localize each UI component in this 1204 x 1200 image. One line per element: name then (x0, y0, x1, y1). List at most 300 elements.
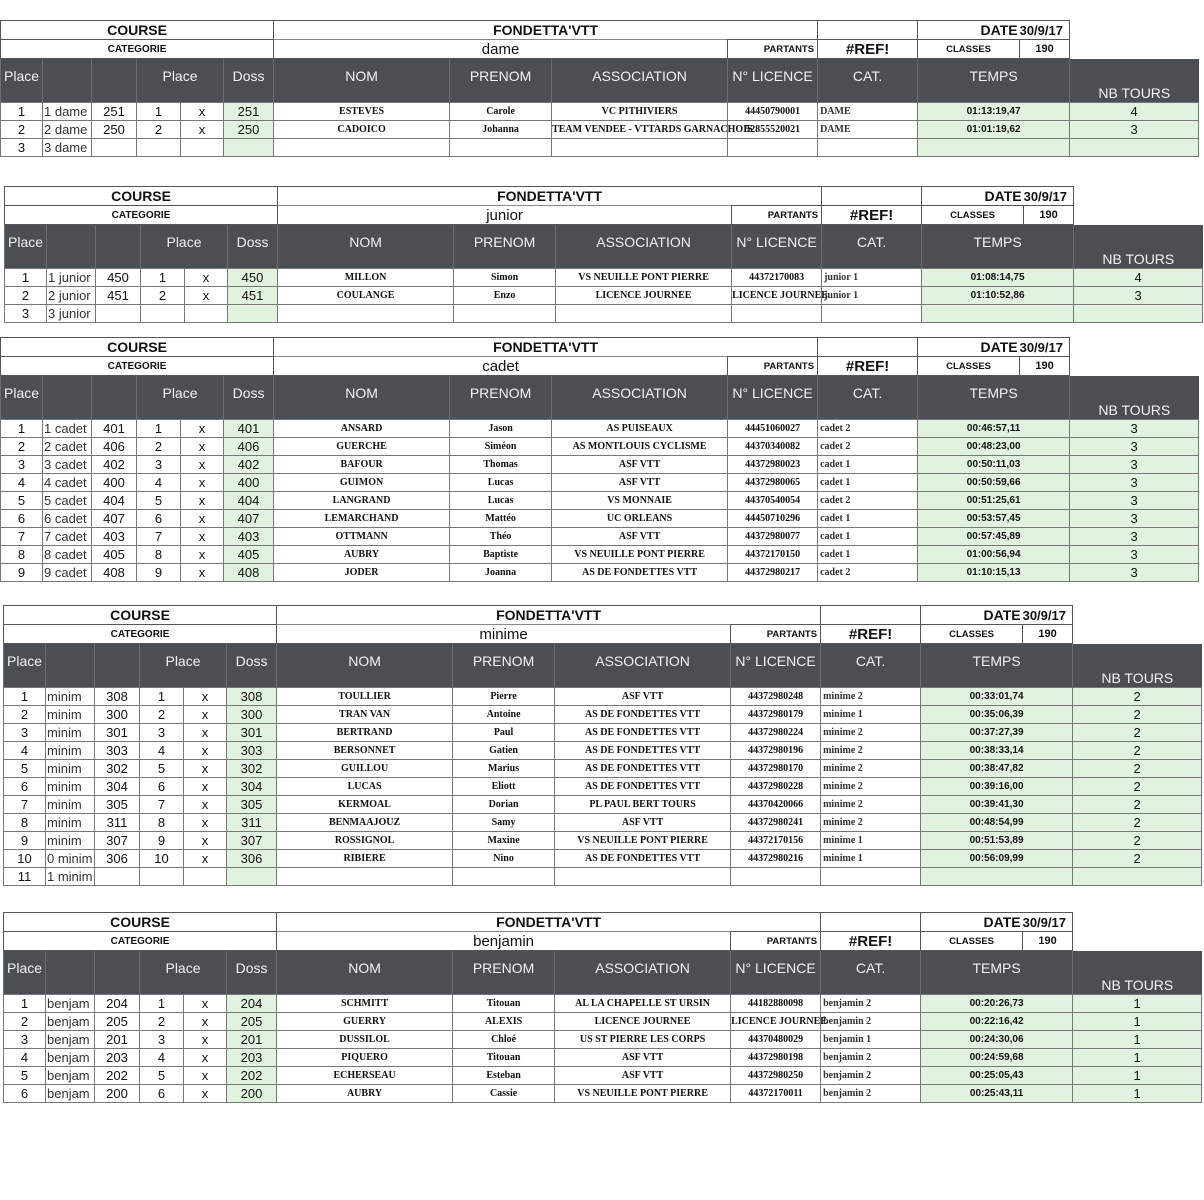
association-cell: VS NEUILLE PONT PIERRE (556, 269, 732, 287)
temps-cell: 01:01:19,62 (918, 121, 1070, 139)
bib-cell: 200 (95, 1085, 140, 1103)
nb-tours-cell: 3 (1070, 564, 1199, 582)
x-mark-cell (184, 868, 227, 886)
blank-cell (1073, 606, 1202, 625)
bib-cell: 402 (92, 456, 137, 474)
result-row (4, 742, 1202, 760)
nom-cell: ANSARD (274, 420, 450, 438)
blank-cell (1074, 187, 1203, 206)
prenom-cell: ALEXIS (453, 1013, 555, 1031)
bib-cell: 311 (95, 814, 140, 832)
result-row (1, 456, 1199, 474)
cat-cell (821, 868, 921, 886)
header-association: ASSOCIATION (555, 644, 731, 688)
ref-value: #REF! (818, 40, 918, 59)
nb-tours-cell: 3 (1070, 528, 1199, 546)
x-mark-cell: x (184, 778, 227, 796)
header-licence: N° LICENCE (732, 225, 822, 269)
cat-cell: benjamin 1 (821, 1031, 921, 1049)
date-value: 30/9/17 (1023, 913, 1073, 932)
result-row (1, 474, 1199, 492)
rank-cell: 6 (1, 510, 43, 528)
nb-tours-cell: 1 (1073, 1031, 1202, 1049)
doss-cell (228, 305, 278, 323)
temps-cell: 00:57:45,89 (918, 528, 1070, 546)
partants-label: PARTANTS (728, 40, 818, 59)
nb-tours-cell: 2 (1073, 706, 1202, 724)
doss-cell: 203 (227, 1049, 277, 1067)
category-results-block (3, 912, 1203, 1103)
x-mark-cell: x (181, 564, 224, 582)
category-rank-cell: benjam (46, 1085, 95, 1103)
prenom-cell: Siméon (450, 438, 552, 456)
rank-cell: 3 (4, 1031, 46, 1049)
nom-cell (274, 139, 450, 157)
header-doss: Doss (227, 951, 277, 995)
category-rank-cell: benjam (46, 1049, 95, 1067)
classes-value: 190 (1020, 40, 1070, 59)
category-rank-cell: 2 cadet (43, 438, 92, 456)
association-cell: ASF VTT (555, 1049, 731, 1067)
licence-cell: LICENCE JOURNEE (731, 1013, 821, 1031)
nb-tours-cell: 4 (1070, 103, 1199, 121)
licence-cell: 52855520021 (728, 121, 818, 139)
association-cell: AS DE FONDETTES VTT (555, 778, 731, 796)
ref-value: #REF! (821, 625, 921, 644)
header-blank (95, 644, 140, 688)
bib-cell: 305 (95, 796, 140, 814)
nb-tours-cell: 1 (1073, 1067, 1202, 1085)
doss-cell: 304 (227, 778, 277, 796)
temps-cell: 00:33:01,74 (921, 688, 1073, 706)
licence-cell: 44372980198 (731, 1049, 821, 1067)
cat-cell: minime 2 (821, 688, 921, 706)
cat-cell: benjamin 2 (821, 1067, 921, 1085)
categorie-label: CATEGORIE (4, 932, 277, 951)
nom-cell: OTTMANN (274, 528, 450, 546)
nom-cell (277, 868, 453, 886)
nom-cell: KERMOAL (277, 796, 453, 814)
prenom-cell: Mattéo (450, 510, 552, 528)
category-rank-cell: minim (46, 778, 95, 796)
association-cell: AS PUISEAUX (552, 420, 728, 438)
cat-cell: DAME (818, 103, 918, 121)
doss-cell: 306 (227, 850, 277, 868)
nb-tours-cell: 2 (1073, 688, 1202, 706)
race-name: FONDETTA'VTT (278, 187, 822, 206)
header-blank (43, 59, 92, 103)
blank-cell (1070, 338, 1199, 357)
partants-label: PARTANTS (728, 357, 818, 376)
nom-cell: LUCAS (277, 778, 453, 796)
cat-cell: cadet 1 (818, 546, 918, 564)
result-row (4, 995, 1202, 1013)
association-cell: US ST PIERRE LES CORPS (555, 1031, 731, 1049)
blank-cell (1070, 40, 1199, 59)
x-mark-cell (185, 305, 228, 323)
licence-cell: 44451060027 (728, 420, 818, 438)
header-temps: TEMPS (922, 225, 1074, 269)
nb-tours-cell: 3 (1070, 510, 1199, 528)
association-cell (556, 305, 732, 323)
bib-cell: 405 (92, 546, 137, 564)
licence-cell: 44372980228 (731, 778, 821, 796)
place-cell: 1 (137, 103, 181, 121)
classes-value: 190 (1020, 357, 1070, 376)
doss-cell: 200 (227, 1085, 277, 1103)
date-value: 30/9/17 (1020, 338, 1070, 357)
nb-tours-cell: 4 (1074, 269, 1203, 287)
association-cell: AS DE FONDETTES VTT (552, 564, 728, 582)
doss-cell (224, 139, 274, 157)
rank-cell: 2 (4, 1013, 46, 1031)
header-prenom: PRENOM (453, 951, 555, 995)
rank-cell: 1 (5, 269, 47, 287)
category-results-block (0, 20, 1200, 157)
prenom-cell: Jason (450, 420, 552, 438)
header-temps: TEMPS (921, 951, 1073, 995)
place-cell: 1 (137, 420, 181, 438)
nb-tours-cell: 2 (1073, 724, 1202, 742)
rank-cell: 3 (4, 724, 46, 742)
category-rank-cell: minim (46, 814, 95, 832)
bib-cell: 302 (95, 760, 140, 778)
nom-cell: ROSSIGNOL (277, 832, 453, 850)
temps-cell: 00:35:06,39 (921, 706, 1073, 724)
prenom-cell: Enzo (454, 287, 556, 305)
nb-tours-cell: 3 (1070, 438, 1199, 456)
nom-cell: GUERCHE (274, 438, 450, 456)
blank-cell (1070, 357, 1199, 376)
nom-cell: SCHMITT (277, 995, 453, 1013)
bib-cell: 408 (92, 564, 137, 582)
ref-value: #REF! (821, 932, 921, 951)
category-rank-cell: benjam (46, 1067, 95, 1085)
results-table (3, 605, 1202, 886)
results-table (4, 186, 1203, 323)
result-row (1, 103, 1199, 121)
nom-cell (278, 305, 454, 323)
doss-cell: 450 (228, 269, 278, 287)
result-row (4, 1067, 1202, 1085)
place-cell: 7 (140, 796, 184, 814)
rank-cell: 9 (4, 832, 46, 850)
place-cell (137, 139, 181, 157)
association-cell: AS DE FONDETTES VTT (555, 724, 731, 742)
bib-cell: 307 (95, 832, 140, 850)
cat-cell: benjamin 2 (821, 995, 921, 1013)
association-cell: VS MONNAIE (552, 492, 728, 510)
licence-cell: 44372170011 (731, 1085, 821, 1103)
bib-cell: 251 (92, 103, 137, 121)
rank-cell: 1 (1, 420, 43, 438)
rank-cell: 1 (4, 995, 46, 1013)
header-nb-tours: NB TOURS (1070, 59, 1199, 103)
header-licence: N° LICENCE (731, 951, 821, 995)
nom-cell: BERTRAND (277, 724, 453, 742)
prenom-cell: Lucas (450, 474, 552, 492)
x-mark-cell: x (185, 287, 228, 305)
header-nom: NOM (274, 59, 450, 103)
doss-cell: 300 (227, 706, 277, 724)
partants-label: PARTANTS (731, 625, 821, 644)
x-mark-cell: x (184, 1085, 227, 1103)
header-nom: NOM (277, 951, 453, 995)
nb-tours-cell: 2 (1073, 760, 1202, 778)
nom-cell: TRAN VAN (277, 706, 453, 724)
result-row (5, 269, 1203, 287)
doss-cell: 303 (227, 742, 277, 760)
header-blank (46, 951, 95, 995)
cat-cell: junior 1 (822, 269, 922, 287)
cat-cell: minime 2 (821, 724, 921, 742)
licence-cell: 44372170083 (732, 269, 822, 287)
bib-cell: 300 (95, 706, 140, 724)
header-cat: CAT. (818, 376, 918, 420)
category-rank-cell: 3 junior (47, 305, 96, 323)
temps-cell: 00:39:16,00 (921, 778, 1073, 796)
cat-cell: benjamin 2 (821, 1013, 921, 1031)
prenom-cell: Carole (450, 103, 552, 121)
x-mark-cell: x (184, 1067, 227, 1085)
place-cell: 2 (140, 706, 184, 724)
header-blank (96, 225, 141, 269)
category-rank-cell: benjam (46, 1031, 95, 1049)
nb-tours-cell: 2 (1073, 850, 1202, 868)
rank-cell: 5 (1, 492, 43, 510)
place-cell (140, 868, 184, 886)
association-cell: ASF VTT (552, 456, 728, 474)
result-row (4, 868, 1202, 886)
bib-cell (96, 305, 141, 323)
date-label: DATE (918, 21, 1020, 40)
doss-cell: 451 (228, 287, 278, 305)
rank-cell: 11 (4, 868, 46, 886)
doss-cell: 204 (227, 995, 277, 1013)
ref-value: #REF! (822, 206, 922, 225)
x-mark-cell: x (184, 832, 227, 850)
doss-cell: 407 (224, 510, 274, 528)
association-cell: VS NEUILLE PONT PIERRE (555, 1085, 731, 1103)
category-rank-cell: benjam (46, 995, 95, 1013)
x-mark-cell: x (184, 742, 227, 760)
result-row (1, 546, 1199, 564)
bib-cell: 303 (95, 742, 140, 760)
place-cell: 8 (140, 814, 184, 832)
bib-cell: 204 (95, 995, 140, 1013)
licence-cell: 44372980170 (731, 760, 821, 778)
header-cat: CAT. (822, 225, 922, 269)
results-table (0, 337, 1199, 582)
association-cell: AL LA CHAPELLE ST URSIN (555, 995, 731, 1013)
place-cell: 6 (140, 1085, 184, 1103)
classes-label: CLASSES (922, 206, 1024, 225)
header-temps: TEMPS (918, 59, 1070, 103)
temps-cell: 00:24:59,68 (921, 1049, 1073, 1067)
temps-cell: 00:38:33,14 (921, 742, 1073, 760)
result-row (4, 760, 1202, 778)
bib-cell: 400 (92, 474, 137, 492)
header-place2: Place (137, 59, 224, 103)
nb-tours-cell: 2 (1073, 814, 1202, 832)
licence-cell: 44372980179 (731, 706, 821, 724)
category-rank-cell: 2 dame (43, 121, 92, 139)
prenom-cell: Maxine (453, 832, 555, 850)
cat-cell: DAME (818, 121, 918, 139)
nb-tours-cell: 2 (1073, 778, 1202, 796)
x-mark-cell: x (184, 850, 227, 868)
header-place: Place (1, 376, 43, 420)
temps-cell: 00:48:23,00 (918, 438, 1070, 456)
x-mark-cell: x (181, 103, 224, 121)
result-row (4, 1013, 1202, 1031)
doss-cell: 250 (224, 121, 274, 139)
bib-cell: 403 (92, 528, 137, 546)
doss-cell: 201 (227, 1031, 277, 1049)
temps-cell: 00:53:57,45 (918, 510, 1070, 528)
doss-cell: 311 (227, 814, 277, 832)
race-name: FONDETTA'VTT (274, 338, 818, 357)
category-rank-cell: 6 cadet (43, 510, 92, 528)
prenom-cell (454, 305, 556, 323)
category-rank-cell: minim (46, 796, 95, 814)
classes-label: CLASSES (918, 357, 1020, 376)
temps-cell: 01:10:52,86 (922, 287, 1074, 305)
licence-cell: 44372980216 (731, 850, 821, 868)
header-temps: TEMPS (918, 376, 1070, 420)
result-row (4, 724, 1202, 742)
nom-cell: GUIMON (274, 474, 450, 492)
association-cell: ASF VTT (555, 814, 731, 832)
association-cell (555, 868, 731, 886)
nom-cell: JODER (274, 564, 450, 582)
x-mark-cell (181, 139, 224, 157)
temps-cell: 00:56:09,99 (921, 850, 1073, 868)
place-cell: 2 (140, 1013, 184, 1031)
licence-cell: 44372980250 (731, 1067, 821, 1085)
licence-cell: 44372980023 (728, 456, 818, 474)
cat-cell: minime 1 (821, 850, 921, 868)
nb-tours-cell: 2 (1073, 796, 1202, 814)
prenom-cell: Eliott (453, 778, 555, 796)
rank-cell: 6 (4, 778, 46, 796)
category-name: junior (278, 206, 732, 225)
place-cell: 1 (140, 688, 184, 706)
category-rank-cell: 1 dame (43, 103, 92, 121)
licence-cell: 44370540054 (728, 492, 818, 510)
place-cell: 9 (137, 564, 181, 582)
classes-label: CLASSES (918, 40, 1020, 59)
nom-cell: RIBIERE (277, 850, 453, 868)
header-place: Place (5, 225, 47, 269)
prenom-cell: Baptiste (450, 546, 552, 564)
licence-cell: 44372980217 (728, 564, 818, 582)
doss-cell: 400 (224, 474, 274, 492)
place-cell: 3 (140, 724, 184, 742)
doss-cell: 405 (224, 546, 274, 564)
place-cell: 4 (137, 474, 181, 492)
header-prenom: PRENOM (454, 225, 556, 269)
header-doss: Doss (224, 59, 274, 103)
header-cat: CAT. (821, 951, 921, 995)
rank-cell: 2 (4, 706, 46, 724)
nb-tours-cell: 3 (1074, 287, 1203, 305)
temps-cell: 00:25:05,43 (921, 1067, 1073, 1085)
result-row (5, 287, 1203, 305)
nom-cell: BENMAAJOUZ (277, 814, 453, 832)
category-rank-cell: 4 cadet (43, 474, 92, 492)
date-label: DATE (921, 606, 1023, 625)
result-row (4, 778, 1202, 796)
prenom-cell (450, 139, 552, 157)
prenom-cell: Joanna (450, 564, 552, 582)
x-mark-cell: x (184, 1013, 227, 1031)
category-rank-cell: 0 minim (47, 851, 93, 866)
licence-cell: 44370420066 (731, 796, 821, 814)
nb-tours-cell: 1 (1073, 1013, 1202, 1031)
header-licence: N° LICENCE (731, 644, 821, 688)
nb-tours-cell (1074, 305, 1203, 323)
temps-cell: 01:08:14,75 (922, 269, 1074, 287)
doss-cell: 251 (224, 103, 274, 121)
date-label: DATE (922, 187, 1024, 206)
prenom-cell: Lucas (450, 492, 552, 510)
doss-cell: 205 (227, 1013, 277, 1031)
temps-cell (921, 868, 1073, 886)
ref-spacer (818, 338, 918, 357)
licence-cell: 44372170156 (731, 832, 821, 850)
association-cell: UC ORLEANS (552, 510, 728, 528)
category-rank-cell: minim (46, 832, 95, 850)
rank-cell: 6 (4, 1085, 46, 1103)
nb-tours-cell: 3 (1070, 546, 1199, 564)
prenom-cell: Marius (453, 760, 555, 778)
header-association: ASSOCIATION (552, 59, 728, 103)
category-rank-cell: minim (46, 760, 95, 778)
ref-spacer (822, 187, 922, 206)
prenom-cell: Simon (454, 269, 556, 287)
nom-cell: TOULLIER (277, 688, 453, 706)
rank-cell: 3 (1, 139, 43, 157)
header-prenom: PRENOM (450, 376, 552, 420)
association-cell (552, 139, 728, 157)
nb-tours-cell: 1 (1073, 1085, 1202, 1103)
temps-cell: 01:00:56,94 (918, 546, 1070, 564)
bib-cell: 203 (95, 1049, 140, 1067)
temps-cell: 00:51:25,61 (918, 492, 1070, 510)
categorie-label: CATEGORIE (1, 40, 274, 59)
category-rank-cell: 1 minim (47, 869, 93, 884)
temps-cell: 01:13:19,47 (918, 103, 1070, 121)
header-doss: Doss (224, 376, 274, 420)
place-cell: 1 (140, 995, 184, 1013)
header-nom: NOM (278, 225, 454, 269)
header-place: Place (4, 951, 46, 995)
bib-cell: 406 (92, 438, 137, 456)
licence-cell: 44372980248 (731, 688, 821, 706)
doss-cell: 308 (227, 688, 277, 706)
licence-cell (732, 305, 822, 323)
rank-cell: 1 (4, 688, 46, 706)
place-cell: 5 (140, 760, 184, 778)
nb-tours-cell: 1 (1073, 995, 1202, 1013)
x-mark-cell: x (184, 1049, 227, 1067)
prenom-cell: Titouan (453, 1049, 555, 1067)
x-mark-cell: x (181, 474, 224, 492)
cat-cell: minime 2 (821, 778, 921, 796)
category-results-block (4, 186, 1204, 323)
temps-cell: 00:25:43,11 (921, 1085, 1073, 1103)
